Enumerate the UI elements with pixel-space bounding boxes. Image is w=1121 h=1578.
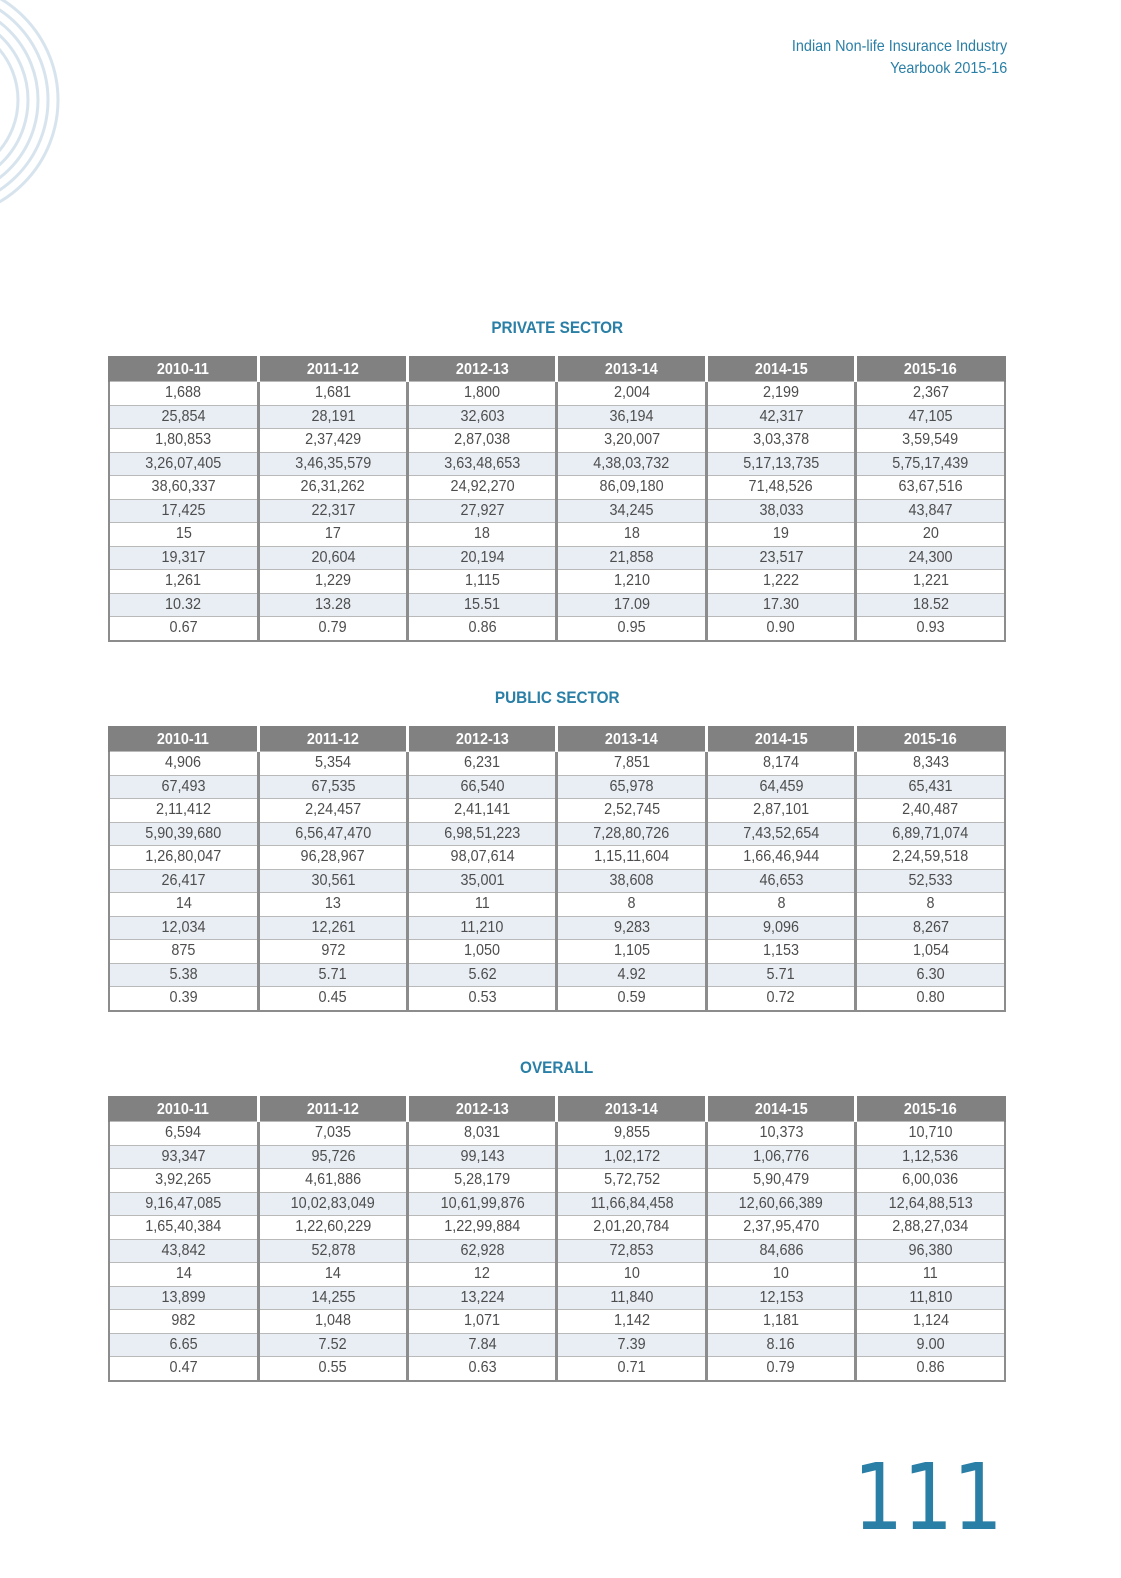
table-cell: 8 xyxy=(856,893,1005,917)
table-cell: 38,033 xyxy=(706,499,855,523)
table-cell: 7.52 xyxy=(258,1333,407,1357)
column-header: 2012-13 xyxy=(408,357,557,382)
table-cell: 12,64,88,513 xyxy=(856,1192,1005,1216)
table-cell: 27,927 xyxy=(408,499,557,523)
table-cell: 1,222 xyxy=(706,570,855,594)
table-row xyxy=(109,1239,1005,1263)
table-cell: 1,115 xyxy=(408,570,557,594)
table-cell: 36,194 xyxy=(557,405,706,429)
table-cell: 2,199 xyxy=(706,382,855,406)
table-cell: 10,02,83,049 xyxy=(258,1192,407,1216)
table-cell: 64,459 xyxy=(706,775,855,799)
table-cell: 0.95 xyxy=(557,617,706,641)
column-header: 2014-15 xyxy=(706,1097,855,1122)
table-cell: 1,800 xyxy=(408,382,557,406)
table-cell: 0.79 xyxy=(258,617,407,641)
table-cell: 0.71 xyxy=(557,1357,706,1381)
table-cell: 5,75,17,439 xyxy=(856,452,1005,476)
table-cell: 52,878 xyxy=(258,1239,407,1263)
table-cell: 1,050 xyxy=(408,940,557,964)
table-cell: 0.86 xyxy=(856,1357,1005,1381)
table-cell: 17 xyxy=(258,523,407,547)
table-cell: 0.55 xyxy=(258,1357,407,1381)
table-row xyxy=(109,893,1005,917)
table-cell: 1,142 xyxy=(557,1310,706,1334)
table-cell: 14,255 xyxy=(258,1286,407,1310)
table-cell: 96,28,967 xyxy=(258,846,407,870)
table-cell: 38,60,337 xyxy=(109,476,258,500)
decorative-arcs xyxy=(0,0,70,230)
table-cell: 6.65 xyxy=(109,1333,258,1357)
table-cell: 32,603 xyxy=(408,405,557,429)
table-cell: 5.38 xyxy=(109,963,258,987)
table-row xyxy=(109,429,1005,453)
table-header-row xyxy=(109,1097,1005,1122)
table-cell: 17.09 xyxy=(557,593,706,617)
table-cell: 9.00 xyxy=(856,1333,1005,1357)
table-cell: 6,89,71,074 xyxy=(856,822,1005,846)
table-cell: 12,153 xyxy=(706,1286,855,1310)
table-row xyxy=(109,546,1005,570)
overall-table xyxy=(108,1096,1006,1382)
column-header: 2015-16 xyxy=(856,1097,1005,1122)
table-cell: 6,231 xyxy=(408,752,557,776)
table-cell: 86,09,180 xyxy=(557,476,706,500)
table-row xyxy=(109,963,1005,987)
table-cell: 5.71 xyxy=(258,963,407,987)
table-cell: 0.67 xyxy=(109,617,258,641)
table-cell: 10.32 xyxy=(109,593,258,617)
table-cell: 24,300 xyxy=(856,546,1005,570)
table-row xyxy=(109,593,1005,617)
table-cell: 11 xyxy=(856,1263,1005,1287)
section-title-overall: OVERALL xyxy=(520,1058,594,1077)
table-cell: 3,63,48,653 xyxy=(408,452,557,476)
table-cell: 7.84 xyxy=(408,1333,557,1357)
table-cell: 0.63 xyxy=(408,1357,557,1381)
table-cell: 0.79 xyxy=(706,1357,855,1381)
table-cell: 0.80 xyxy=(856,987,1005,1011)
table-row xyxy=(109,476,1005,500)
table-cell: 1,054 xyxy=(856,940,1005,964)
table-cell: 67,493 xyxy=(109,775,258,799)
table-cell: 84,686 xyxy=(706,1239,855,1263)
table-cell: 5,354 xyxy=(258,752,407,776)
table-cell: 1,66,46,944 xyxy=(706,846,855,870)
column-header: 2015-16 xyxy=(856,727,1005,752)
column-header: 2013-14 xyxy=(557,357,706,382)
table-cell: 9,855 xyxy=(557,1122,706,1146)
column-header: 2013-14 xyxy=(557,1097,706,1122)
table-cell: 13,899 xyxy=(109,1286,258,1310)
private-sector-table xyxy=(108,356,1006,642)
table-cell: 66,540 xyxy=(408,775,557,799)
table-cell: 0.47 xyxy=(109,1357,258,1381)
table-row xyxy=(109,775,1005,799)
table-row xyxy=(109,1286,1005,1310)
table-cell: 30,561 xyxy=(258,869,407,893)
table-cell: 1,06,776 xyxy=(706,1145,855,1169)
table-cell: 22,317 xyxy=(258,499,407,523)
table-row xyxy=(109,617,1005,641)
table-cell: 982 xyxy=(109,1310,258,1334)
table-cell: 8 xyxy=(557,893,706,917)
table-row xyxy=(109,1310,1005,1334)
table-row xyxy=(109,499,1005,523)
table-cell: 1,681 xyxy=(258,382,407,406)
table-cell: 26,417 xyxy=(109,869,258,893)
table-cell: 5,72,752 xyxy=(557,1169,706,1193)
table-cell: 0.45 xyxy=(258,987,407,1011)
running-header xyxy=(768,36,1007,80)
table-cell: 5,90,479 xyxy=(706,1169,855,1193)
table-cell: 4,906 xyxy=(109,752,258,776)
table-cell: 10,61,99,876 xyxy=(408,1192,557,1216)
section-title-private: PRIVATE SECTOR xyxy=(491,318,623,337)
table-cell: 8 xyxy=(706,893,855,917)
table-cell: 1,229 xyxy=(258,570,407,594)
table-cell: 8,343 xyxy=(856,752,1005,776)
table-row xyxy=(109,523,1005,547)
table-cell: 93,347 xyxy=(109,1145,258,1169)
table-cell: 7.39 xyxy=(557,1333,706,1357)
table-cell: 8,174 xyxy=(706,752,855,776)
table-row xyxy=(109,1122,1005,1146)
table-row xyxy=(109,1263,1005,1287)
table-cell: 3,46,35,579 xyxy=(258,452,407,476)
table-cell: 11,840 xyxy=(557,1286,706,1310)
column-header: 2014-15 xyxy=(706,727,855,752)
table-row xyxy=(109,940,1005,964)
table-cell: 35,001 xyxy=(408,869,557,893)
table-cell: 42,317 xyxy=(706,405,855,429)
table-cell: 3,26,07,405 xyxy=(109,452,258,476)
table-row xyxy=(109,1169,1005,1193)
table-cell: 7,43,52,654 xyxy=(706,822,855,846)
table-cell: 9,16,47,085 xyxy=(109,1192,258,1216)
column-header: 2010-11 xyxy=(109,1097,258,1122)
column-header: 2014-15 xyxy=(706,357,855,382)
table-cell: 1,261 xyxy=(109,570,258,594)
table-cell: 0.39 xyxy=(109,987,258,1011)
table-cell: 10 xyxy=(557,1263,706,1287)
table-cell: 3,59,549 xyxy=(856,429,1005,453)
table-cell: 12 xyxy=(408,1263,557,1287)
table-cell: 1,124 xyxy=(856,1310,1005,1334)
table-cell: 2,87,038 xyxy=(408,429,557,453)
table-cell: 7,28,80,726 xyxy=(557,822,706,846)
table-cell: 0.53 xyxy=(408,987,557,1011)
table-cell: 18 xyxy=(557,523,706,547)
header-publication-title: Indian Non-life Insurance Industry xyxy=(791,38,1007,55)
table-cell: 43,842 xyxy=(109,1239,258,1263)
table-cell: 5.71 xyxy=(706,963,855,987)
table-cell: 2,24,457 xyxy=(258,799,407,823)
table-cell: 46,653 xyxy=(706,869,855,893)
table-cell: 1,210 xyxy=(557,570,706,594)
table-cell: 19 xyxy=(706,523,855,547)
header-edition: Yearbook 2015-16 xyxy=(889,60,1007,77)
table-cell: 3,20,007 xyxy=(557,429,706,453)
table-cell: 4.92 xyxy=(557,963,706,987)
table-cell: 5,28,179 xyxy=(408,1169,557,1193)
table-cell: 1,153 xyxy=(706,940,855,964)
table-cell: 2,41,141 xyxy=(408,799,557,823)
public-sector-table xyxy=(108,726,1006,1012)
table-cell: 11,66,84,458 xyxy=(557,1192,706,1216)
table-cell: 14 xyxy=(258,1263,407,1287)
table-cell: 47,105 xyxy=(856,405,1005,429)
table-cell: 43,847 xyxy=(856,499,1005,523)
table-row xyxy=(109,1216,1005,1240)
table-cell: 7,851 xyxy=(557,752,706,776)
table-cell: 2,40,487 xyxy=(856,799,1005,823)
table-row xyxy=(109,799,1005,823)
table-cell: 6.30 xyxy=(856,963,1005,987)
table-cell: 875 xyxy=(109,940,258,964)
table-cell: 71,48,526 xyxy=(706,476,855,500)
table-row xyxy=(109,1145,1005,1169)
table-cell: 0.93 xyxy=(856,617,1005,641)
table-cell: 2,88,27,034 xyxy=(856,1216,1005,1240)
table-cell: 8.16 xyxy=(706,1333,855,1357)
table-header-row xyxy=(109,357,1005,382)
table-cell: 2,37,429 xyxy=(258,429,407,453)
table-cell: 20 xyxy=(856,523,1005,547)
table-cell: 2,37,95,470 xyxy=(706,1216,855,1240)
table-row xyxy=(109,570,1005,594)
table-cell: 2,11,412 xyxy=(109,799,258,823)
table-cell: 11,210 xyxy=(408,916,557,940)
table-cell: 10,373 xyxy=(706,1122,855,1146)
table-cell: 1,181 xyxy=(706,1310,855,1334)
column-header: 2012-13 xyxy=(408,727,557,752)
table-cell: 99,143 xyxy=(408,1145,557,1169)
table-cell: 12,261 xyxy=(258,916,407,940)
table-cell: 12,034 xyxy=(109,916,258,940)
table-cell: 18.52 xyxy=(856,593,1005,617)
column-header: 2012-13 xyxy=(408,1097,557,1122)
table-cell: 20,194 xyxy=(408,546,557,570)
table-cell: 9,096 xyxy=(706,916,855,940)
column-header: 2015-16 xyxy=(856,357,1005,382)
table-cell: 11,810 xyxy=(856,1286,1005,1310)
table-cell: 1,688 xyxy=(109,382,258,406)
table-cell: 13 xyxy=(258,893,407,917)
table-cell: 95,726 xyxy=(258,1145,407,1169)
table-cell: 15 xyxy=(109,523,258,547)
table-cell: 1,12,536 xyxy=(856,1145,1005,1169)
table-cell: 14 xyxy=(109,1263,258,1287)
table-cell: 12,60,66,389 xyxy=(706,1192,855,1216)
table-cell: 0.90 xyxy=(706,617,855,641)
table-cell: 72,853 xyxy=(557,1239,706,1263)
table-cell: 18 xyxy=(408,523,557,547)
column-header: 2010-11 xyxy=(109,357,258,382)
table-cell: 1,048 xyxy=(258,1310,407,1334)
table-cell: 23,517 xyxy=(706,546,855,570)
table-row xyxy=(109,869,1005,893)
table-cell: 28,191 xyxy=(258,405,407,429)
table-cell: 4,61,886 xyxy=(258,1169,407,1193)
table-cell: 0.72 xyxy=(706,987,855,1011)
table-cell: 7,035 xyxy=(258,1122,407,1146)
table-cell: 5,17,13,735 xyxy=(706,452,855,476)
table-cell: 98,07,614 xyxy=(408,846,557,870)
table-cell: 6,594 xyxy=(109,1122,258,1146)
table-row xyxy=(109,1333,1005,1357)
table-cell: 65,431 xyxy=(856,775,1005,799)
table-cell: 1,22,60,229 xyxy=(258,1216,407,1240)
table-cell: 1,65,40,384 xyxy=(109,1216,258,1240)
table-cell: 2,24,59,518 xyxy=(856,846,1005,870)
table-cell: 0.86 xyxy=(408,617,557,641)
table-cell: 25,854 xyxy=(109,405,258,429)
table-row xyxy=(109,1357,1005,1381)
table-cell: 2,87,101 xyxy=(706,799,855,823)
table-cell: 34,245 xyxy=(557,499,706,523)
table-cell: 10 xyxy=(706,1263,855,1287)
table-cell: 1,02,172 xyxy=(557,1145,706,1169)
table-row xyxy=(109,452,1005,476)
table-cell: 1,105 xyxy=(557,940,706,964)
table-row xyxy=(109,822,1005,846)
column-header: 2010-11 xyxy=(109,727,258,752)
table-cell: 14 xyxy=(109,893,258,917)
table-cell: 65,978 xyxy=(557,775,706,799)
table-row xyxy=(109,846,1005,870)
table-row xyxy=(109,1192,1005,1216)
table-cell: 1,15,11,604 xyxy=(557,846,706,870)
table-row xyxy=(109,987,1005,1011)
table-cell: 6,00,036 xyxy=(856,1169,1005,1193)
table-cell: 2,52,745 xyxy=(557,799,706,823)
table-row xyxy=(109,752,1005,776)
table-cell: 17.30 xyxy=(706,593,855,617)
column-header: 2013-14 xyxy=(557,727,706,752)
table-cell: 9,283 xyxy=(557,916,706,940)
table-cell: 5,90,39,680 xyxy=(109,822,258,846)
table-cell: 1,221 xyxy=(856,570,1005,594)
table-cell: 6,98,51,223 xyxy=(408,822,557,846)
table-cell: 4,38,03,732 xyxy=(557,452,706,476)
table-cell: 11 xyxy=(408,893,557,917)
table-cell: 21,858 xyxy=(557,546,706,570)
table-cell: 13.28 xyxy=(258,593,407,617)
column-header: 2011-12 xyxy=(258,727,407,752)
table-cell: 24,92,270 xyxy=(408,476,557,500)
section-title-public: PUBLIC SECTOR xyxy=(494,688,620,707)
table-row xyxy=(109,405,1005,429)
table-cell: 15.51 xyxy=(408,593,557,617)
table-cell: 972 xyxy=(258,940,407,964)
column-header: 2011-12 xyxy=(258,1097,407,1122)
table-cell: 8,031 xyxy=(408,1122,557,1146)
table-cell: 10,710 xyxy=(856,1122,1005,1146)
table-cell: 96,380 xyxy=(856,1239,1005,1263)
table-cell: 63,67,516 xyxy=(856,476,1005,500)
table-cell: 2,367 xyxy=(856,382,1005,406)
table-cell: 17,425 xyxy=(109,499,258,523)
table-cell: 52,533 xyxy=(856,869,1005,893)
table-cell: 67,535 xyxy=(258,775,407,799)
table-cell: 1,26,80,047 xyxy=(109,846,258,870)
table-cell: 19,317 xyxy=(109,546,258,570)
table-row xyxy=(109,382,1005,406)
table-cell: 3,92,265 xyxy=(109,1169,258,1193)
table-cell: 3,03,378 xyxy=(706,429,855,453)
table-row xyxy=(109,916,1005,940)
table-cell: 8,267 xyxy=(856,916,1005,940)
table-cell: 13,224 xyxy=(408,1286,557,1310)
column-header: 2011-12 xyxy=(258,357,407,382)
table-cell: 1,22,99,884 xyxy=(408,1216,557,1240)
table-cell: 2,004 xyxy=(557,382,706,406)
table-cell: 5.62 xyxy=(408,963,557,987)
table-cell: 0.59 xyxy=(557,987,706,1011)
table-header-row xyxy=(109,727,1005,752)
page-number: 111 xyxy=(853,1444,1003,1551)
table-cell: 1,80,853 xyxy=(109,429,258,453)
table-cell: 2,01,20,784 xyxy=(557,1216,706,1240)
table-cell: 20,604 xyxy=(258,546,407,570)
table-cell: 62,928 xyxy=(408,1239,557,1263)
table-cell: 38,608 xyxy=(557,869,706,893)
table-cell: 26,31,262 xyxy=(258,476,407,500)
table-cell: 1,071 xyxy=(408,1310,557,1334)
table-cell: 6,56,47,470 xyxy=(258,822,407,846)
